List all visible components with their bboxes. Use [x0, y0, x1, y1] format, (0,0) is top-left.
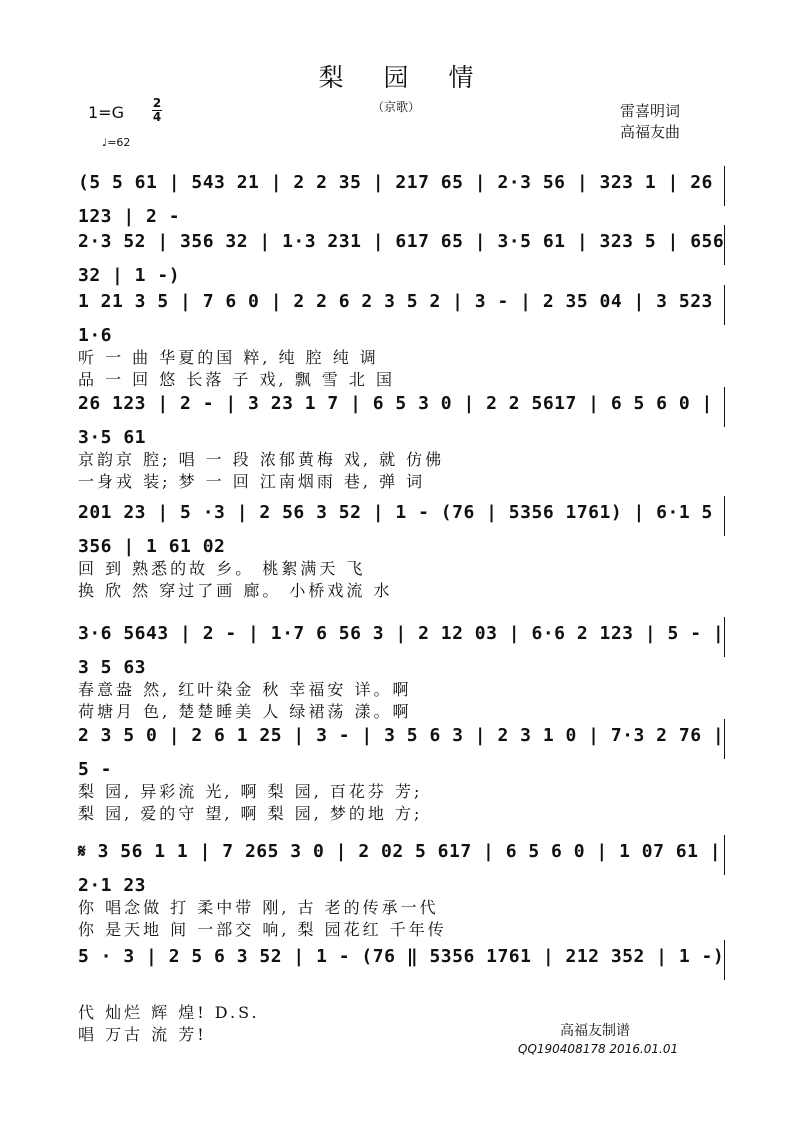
- notation-line: (5 5 61 | 543 21 | 2 2 35 | 217 65 | 2·3 56 | 323 1 | 26 123 | 2 -: [78, 172, 713, 227]
- time-denominator: 4: [152, 110, 162, 124]
- lyric-line-2: 品 一 回 悠 长落 子 戏, 飘 雪 北 国: [78, 370, 395, 389]
- key-signature: 1=G: [88, 103, 124, 122]
- barline-end: [724, 719, 725, 759]
- lyric-line-2: 你 是天地 间 一部交 响, 梨 园花红 千年传: [78, 920, 447, 939]
- barline-end: [724, 617, 725, 657]
- barline-end: [724, 835, 725, 875]
- song-title: 梨园情: [318, 63, 514, 92]
- lyric-line-2: 一身戎 装; 梦 一 回 江南烟雨 巷, 弹 词: [78, 472, 426, 491]
- lyric-line-1: 京韵京 腔; 唱 一 段 浓郁黄梅 戏, 就 仿佛: [78, 450, 445, 469]
- time-signature: [152, 97, 162, 124]
- notation-line: 201 23 | 5 ·3 | 2 56 3 52 | 1 - (76 | 5356 1761) | 6·1 5 356 | 1 61 02: [78, 502, 713, 557]
- lyric-line-1: 回 到 熟悉的故 乡。 桃絮满天 飞: [78, 559, 366, 578]
- arranger-credit: 高福友制谱: [560, 1023, 630, 1039]
- lyric-line-2: 换 欣 然 穿过了画 廊。 小桥戏流 水: [78, 581, 393, 600]
- lyric-line-1: 你 唱念做 打 柔中带 刚, 古 老的传承一代: [78, 898, 439, 917]
- notation-line: 3·6 5643 | 2 - | 1·7 6 56 3 | 2 12 03 | 6·6 2 123 | 5 - | 3 5 63: [78, 623, 725, 678]
- genre-label: （京歌）: [371, 100, 420, 114]
- composer-credit: 高福友曲: [620, 123, 681, 141]
- notation-line: 𝄋 3 56 1 1 | 7 265 3 0 | 2 02 5 617 | 6 5 6 0 | 1 07 61 | 2·1 23: [78, 841, 722, 896]
- notation-line: 26 123 | 2 - | 3 23 1 7 | 6 5 3 0 | 2 2 5617 | 6 5 6 0 | 3·5 61: [78, 393, 713, 448]
- barline-end: [724, 940, 725, 980]
- notation-line: 1 21 3 5 | 7 6 0 | 2 2 6 2 3 5 2 | 3 - | 2 35 04 | 3 523 1·6: [78, 291, 713, 346]
- notation-line: 2·3 52 | 356 32 | 1·3 231 | 617 65 | 3·5 61 | 323 5 | 656 32 | 1 -): [78, 231, 725, 286]
- lyric-line-2: 荷塘月 色, 楚楚睡美 人 绿裙荡 漾。啊: [78, 702, 412, 721]
- barline-end: [724, 166, 725, 206]
- lyric-line-1: 梨 园, 异彩流 光, 啊 梨 园, 百花芬 芳;: [78, 782, 423, 801]
- contact-date: QQ190408178 2016.01.01: [518, 1042, 679, 1056]
- lyric-line-1: 听 一 曲 华夏的国 粹, 纯 腔 纯 调: [78, 348, 379, 367]
- barline-end: [724, 387, 725, 427]
- time-numerator: 2: [152, 96, 162, 110]
- lyric-line-2: 唱 万古 流 芳!: [78, 1025, 207, 1044]
- lyric-line-1: 代 灿烂 辉 煌! D.S.: [78, 1003, 260, 1022]
- barline-end: [724, 285, 725, 325]
- barline-end: [724, 496, 725, 536]
- notation-line: 5 · 3 | 2 5 6 3 52 | 1 - (76 ‖ 5356 1761 | 212 352 | 1 -): [78, 946, 725, 967]
- lyric-line-1: 春意盎 然, 红叶染金 秋 幸福安 详。啊: [78, 680, 412, 699]
- barline-end: [724, 225, 725, 265]
- tempo-marking: ♩=62: [102, 136, 131, 149]
- notation-line: 2 3 5 0 | 2 6 1 25 | 3 - | 3 5 6 3 | 2 3 1 0 | 7·3 2 76 | 5 -: [78, 725, 725, 780]
- lyric-line-2: 梨 园, 爱的守 望, 啊 梨 园, 梦的地 方;: [78, 804, 423, 823]
- lyricist-credit: 雷喜明词: [620, 102, 681, 120]
